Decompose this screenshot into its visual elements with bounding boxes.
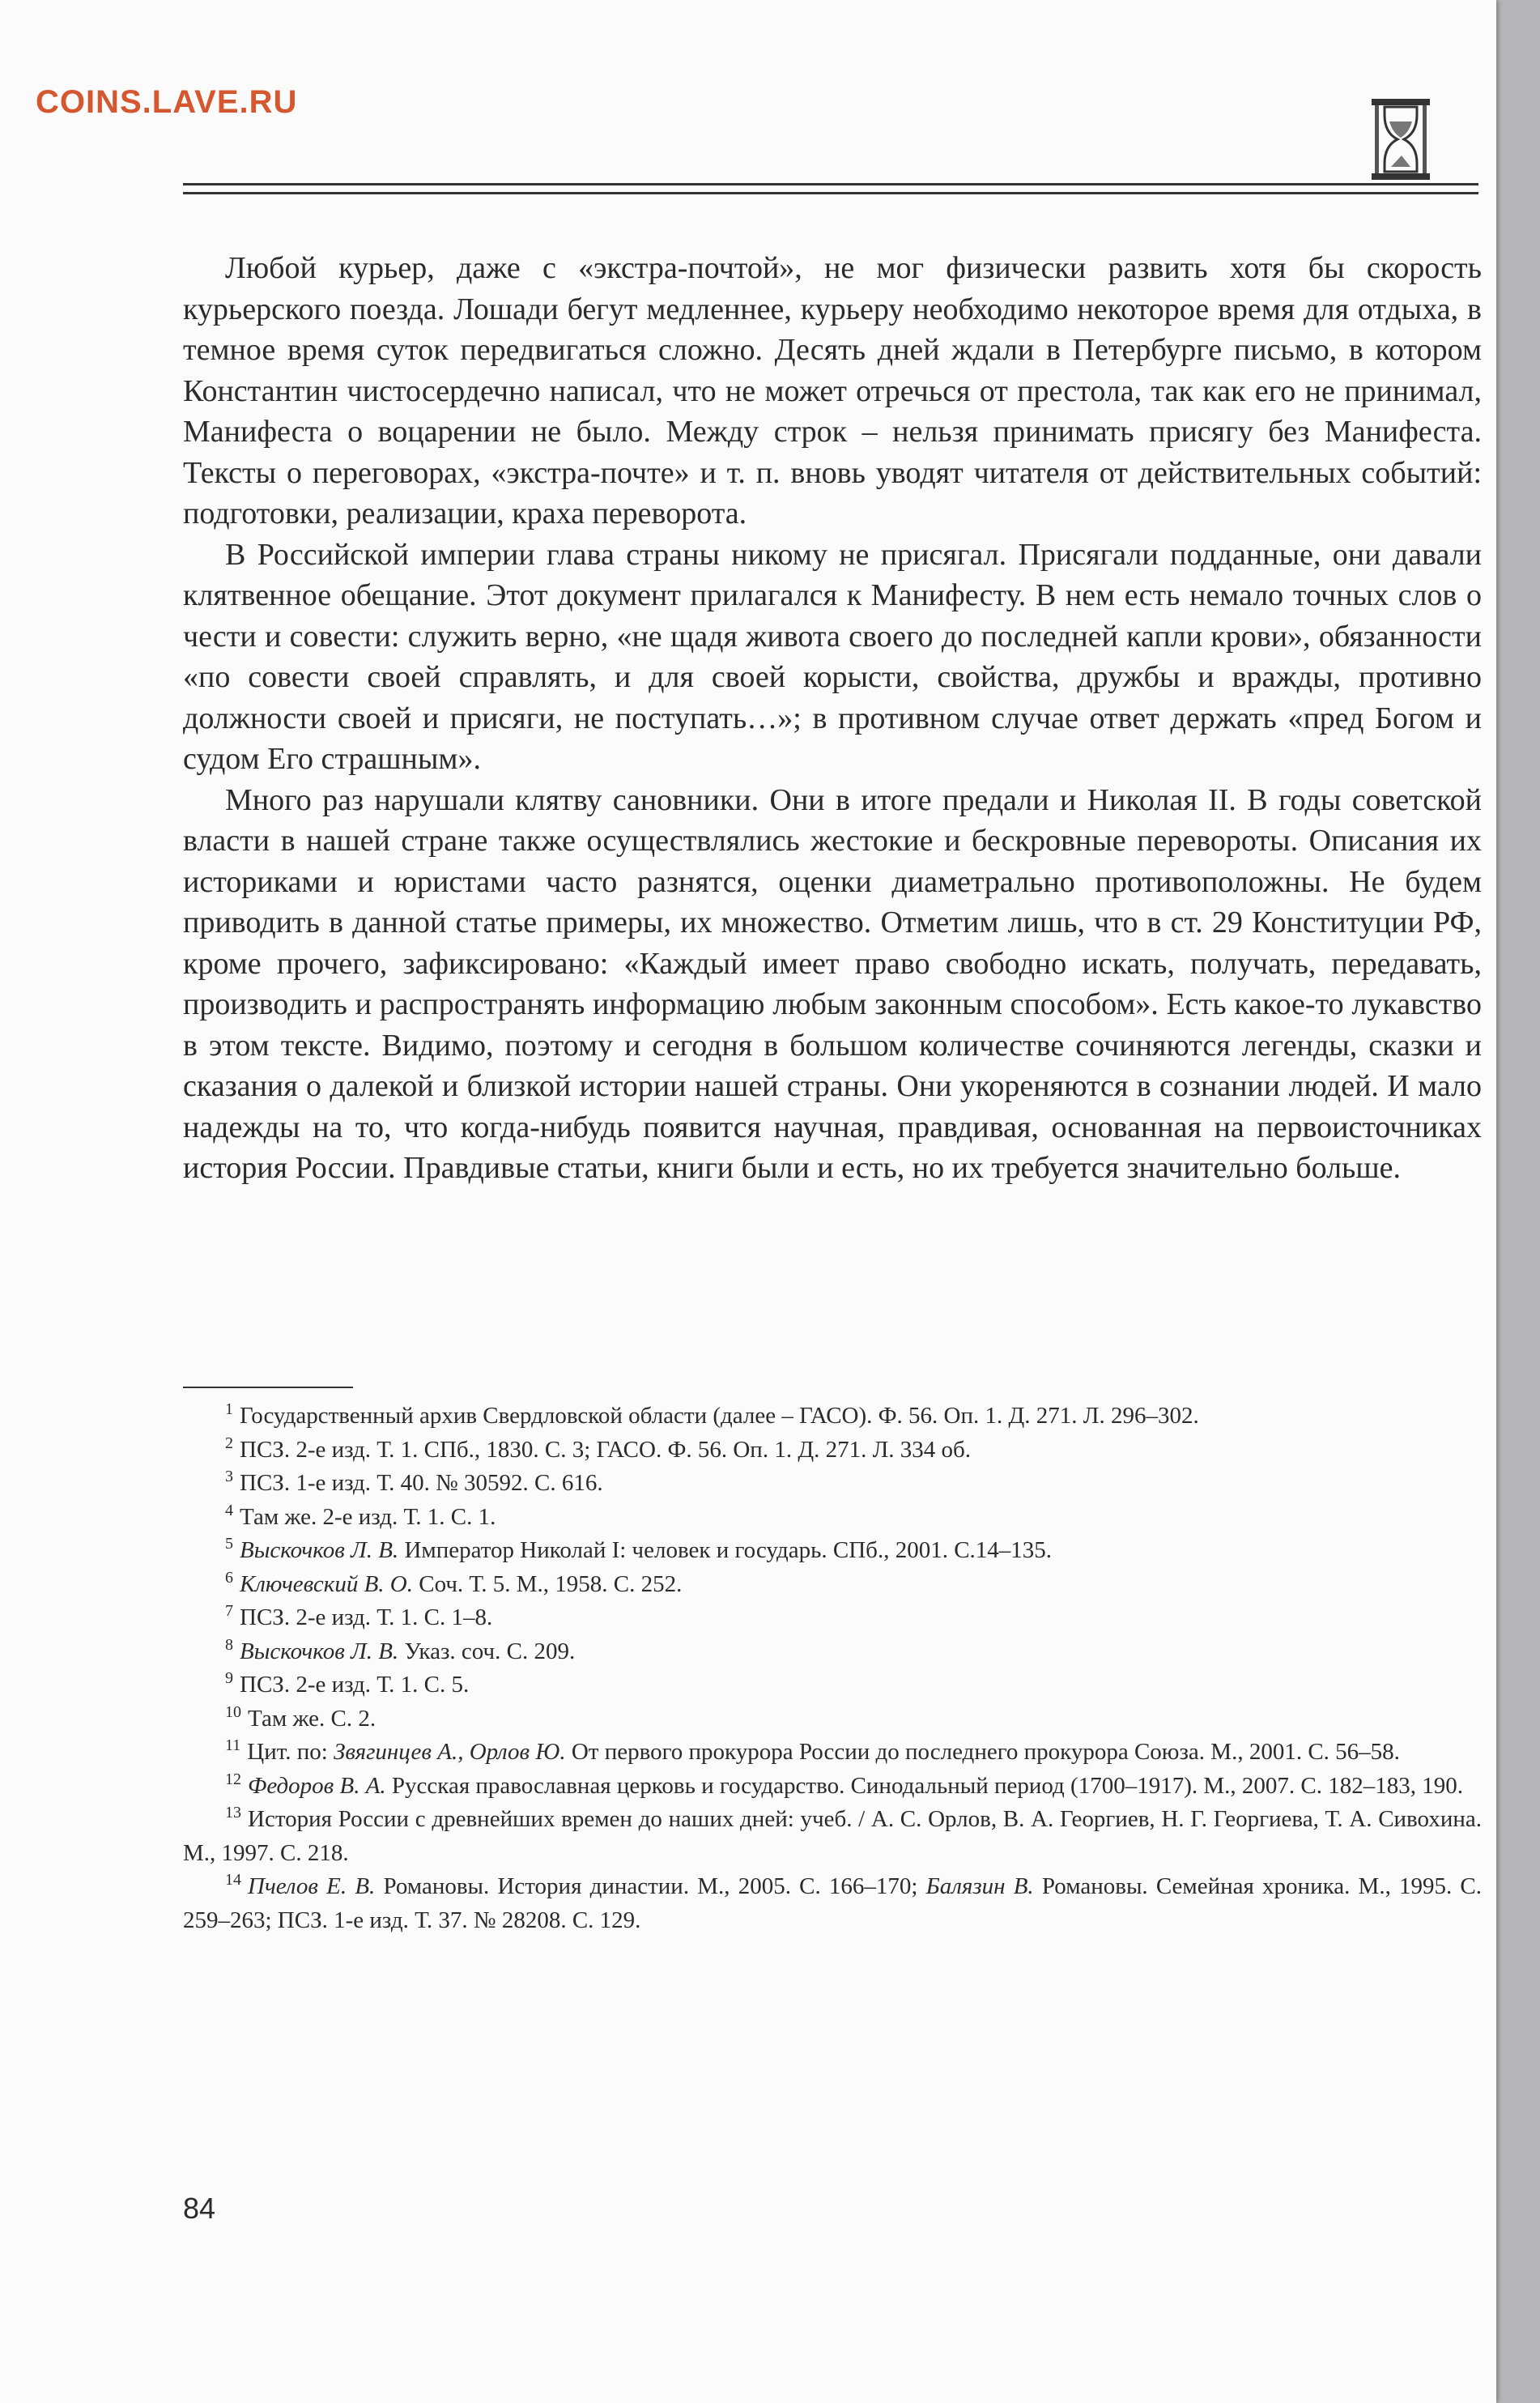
footnote <box>183 1400 1482 1434</box>
hourglass-icon <box>1368 97 1433 181</box>
footnote-prefix: Цит. по: <box>247 1739 334 1765</box>
footnote-number: 8 <box>225 1635 233 1654</box>
footnote-text: ПСЗ. 1-е изд. Т. 40. № 30592. С. 616. <box>240 1470 603 1496</box>
footnote <box>183 1770 1482 1804</box>
footnote-text: История России с древнейших времен до наших дней: учеб. / А. С. Орлов, В. А. Георгиев, Н. Г. Георгиева, Т. А. Сивохина. М., 1997. С. 218. <box>183 1806 1482 1866</box>
footnote-number: 13 <box>225 1804 241 1822</box>
footnote <box>183 1534 1482 1568</box>
footnote <box>183 1568 1482 1602</box>
paragraph: Любой курьер, даже с «экстра-почтой», не мог физически развить хотя бы скорость курьерского поезда. Лошади бегут медленнее, курьеру необходимо некоторое время для отдыха, в темное время суток передвигаться сложно. Десять дней ждали в Петербурге письмо, в котором Константин чистосердечно написал, что не может отречься от престола, так как его не принимал, Манифеста о воцарении не было. Между строк – нельзя принимать присягу без Манифеста. Тексты о переговорах, «экстра-почте» и т. п. вновь уводят читателя от действительных событий: подготовки, реализации, краха переворота. <box>183 251 1482 530</box>
watermark: COINS.LAVE.RU <box>36 84 298 120</box>
footnote-number: 9 <box>225 1669 233 1688</box>
footnote-number: 3 <box>225 1468 233 1486</box>
footnote <box>183 1668 1482 1702</box>
page-number: 84 <box>183 2192 216 2225</box>
footnote-number: 10 <box>225 1702 241 1721</box>
footnote-text: Там же. 2-е изд. Т. 1. С. 1. <box>240 1503 496 1530</box>
footnote-text: Указ. соч. С. 209. <box>398 1638 576 1664</box>
footnote-text: Император Николай I: человек и государь. СПб., 2001. С.14–135. <box>398 1537 1053 1563</box>
footnote-number: 11 <box>225 1736 241 1755</box>
footnote-author: Выскочков Л. В. <box>240 1537 399 1563</box>
footnote-text: Русская православная церковь и государство. Синодальный период (1700–1917). М., 2007. С. 182–183, 190. <box>385 1772 1463 1799</box>
footnote <box>183 1736 1482 1770</box>
footnote-author: Федоров В. А. <box>248 1772 386 1799</box>
footnote-author: Балязин В. <box>925 1873 1034 1899</box>
footnote-text: Романовы. Семейная хроника. М., 1995. С. 259–263; ПСЗ. 1-е изд. Т. 37. № 28208. С. 129. <box>183 1873 1482 1933</box>
footnote-text: Там же. С. 2. <box>248 1705 376 1732</box>
footnote-number: 5 <box>225 1535 233 1553</box>
footnote-text: ПСЗ. 2-е изд. Т. 1. СПб., 1830. С. 3; ГАСО. Ф. 56. Оп. 1. Д. 271. Л. 334 об. <box>240 1436 972 1463</box>
footnote <box>183 1803 1482 1870</box>
footnote-text: ПСЗ. 2-е изд. Т. 1. С. 1–8. <box>240 1604 493 1630</box>
footnote-author: Пчелов Е. В. <box>248 1873 376 1899</box>
footnote <box>183 1434 1482 1468</box>
paragraph: Много раз нарушали клятву сановники. Они в итоге предали и Николая II. В годы советской власти в нашей стране также осуществлялись жестокие и бескровные перевороты. Описания их историками и юристами часто разнятся, оценки диаметрально противоположны. Не будем приводить в данной статье примеры, их множество. Отметим лишь, что в ст. 29 Конституции РФ, кроме прочего, зафиксировано: «Каждый имеет право свободно искать, получать, передавать, производить и распространять информацию любым законным способом». Есть какое-то лукавство в этом тексте. Видимо, поэтому и сегодня в большом количестве сочиняются легенды, сказки и сказания о далекой и близкой истории нашей страны. Они укореняются в сознании людей. И мало надежды на то, что когда-нибудь появится научная, правдивая, основанная на первоисточниках история России. Правдивые статьи, книги были и есть, но их требуется значительно больше. <box>183 782 1482 1185</box>
footnote-number: 2 <box>225 1434 233 1452</box>
footnote-text: Государственный архив Свердловской области (далее – ГАСО). Ф. 56. Оп. 1. Д. 271. Л. 296–302. <box>240 1403 1199 1429</box>
footnote-number: 1 <box>225 1400 233 1419</box>
footnote <box>183 1601 1482 1635</box>
paragraph: В Российской империи глава страны никому не присягал. Присягали подданные, они давали клятвенное обещание. Этот документ прилагался к Манифесту. В нем есть немало точных слов о чести и совести: служить верно, «не щадя живота своего до последней капли крови», обязанности «по совести своей справлять, и для своей корысти, свойства, дружбы и вражды, противно должности своей и присяги, не поступать…»; в противном случае ответ держать «пред Богом и судом Его страшным». <box>183 537 1482 776</box>
footnote <box>183 1501 1482 1535</box>
footnote-author: Ключевский В. О. <box>240 1570 413 1597</box>
footnote <box>183 1635 1482 1669</box>
footnote-number: 6 <box>225 1568 233 1587</box>
footnote <box>183 1702 1482 1736</box>
footnote-text: От первого прокурора России до последнего прокурора Союза. М., 2001. С. 56–58. <box>565 1739 1400 1765</box>
footnote-text: ПСЗ. 2-е изд. Т. 1. С. 5. <box>240 1672 470 1698</box>
footnote-number: 14 <box>225 1871 241 1890</box>
footnote-number: 7 <box>225 1602 233 1621</box>
header-rule <box>183 183 1478 194</box>
footnotes <box>183 1400 1482 1937</box>
footnote-number: 4 <box>225 1501 233 1519</box>
footnote <box>183 1870 1482 1937</box>
footnote-text: Соч. Т. 5. М., 1958. С. 252. <box>412 1570 683 1597</box>
footnote-author: Звягинцев А., Орлов Ю. <box>334 1739 566 1765</box>
main-text <box>183 248 1482 1189</box>
footnote-number: 12 <box>225 1770 241 1788</box>
footnote-author: Выскочков Л. В. <box>240 1638 399 1664</box>
footnote <box>183 1467 1482 1501</box>
footnote-text: Романовы. История династии. М., 2005. С. 166–170; <box>375 1873 926 1899</box>
footnote-separator <box>183 1387 353 1388</box>
